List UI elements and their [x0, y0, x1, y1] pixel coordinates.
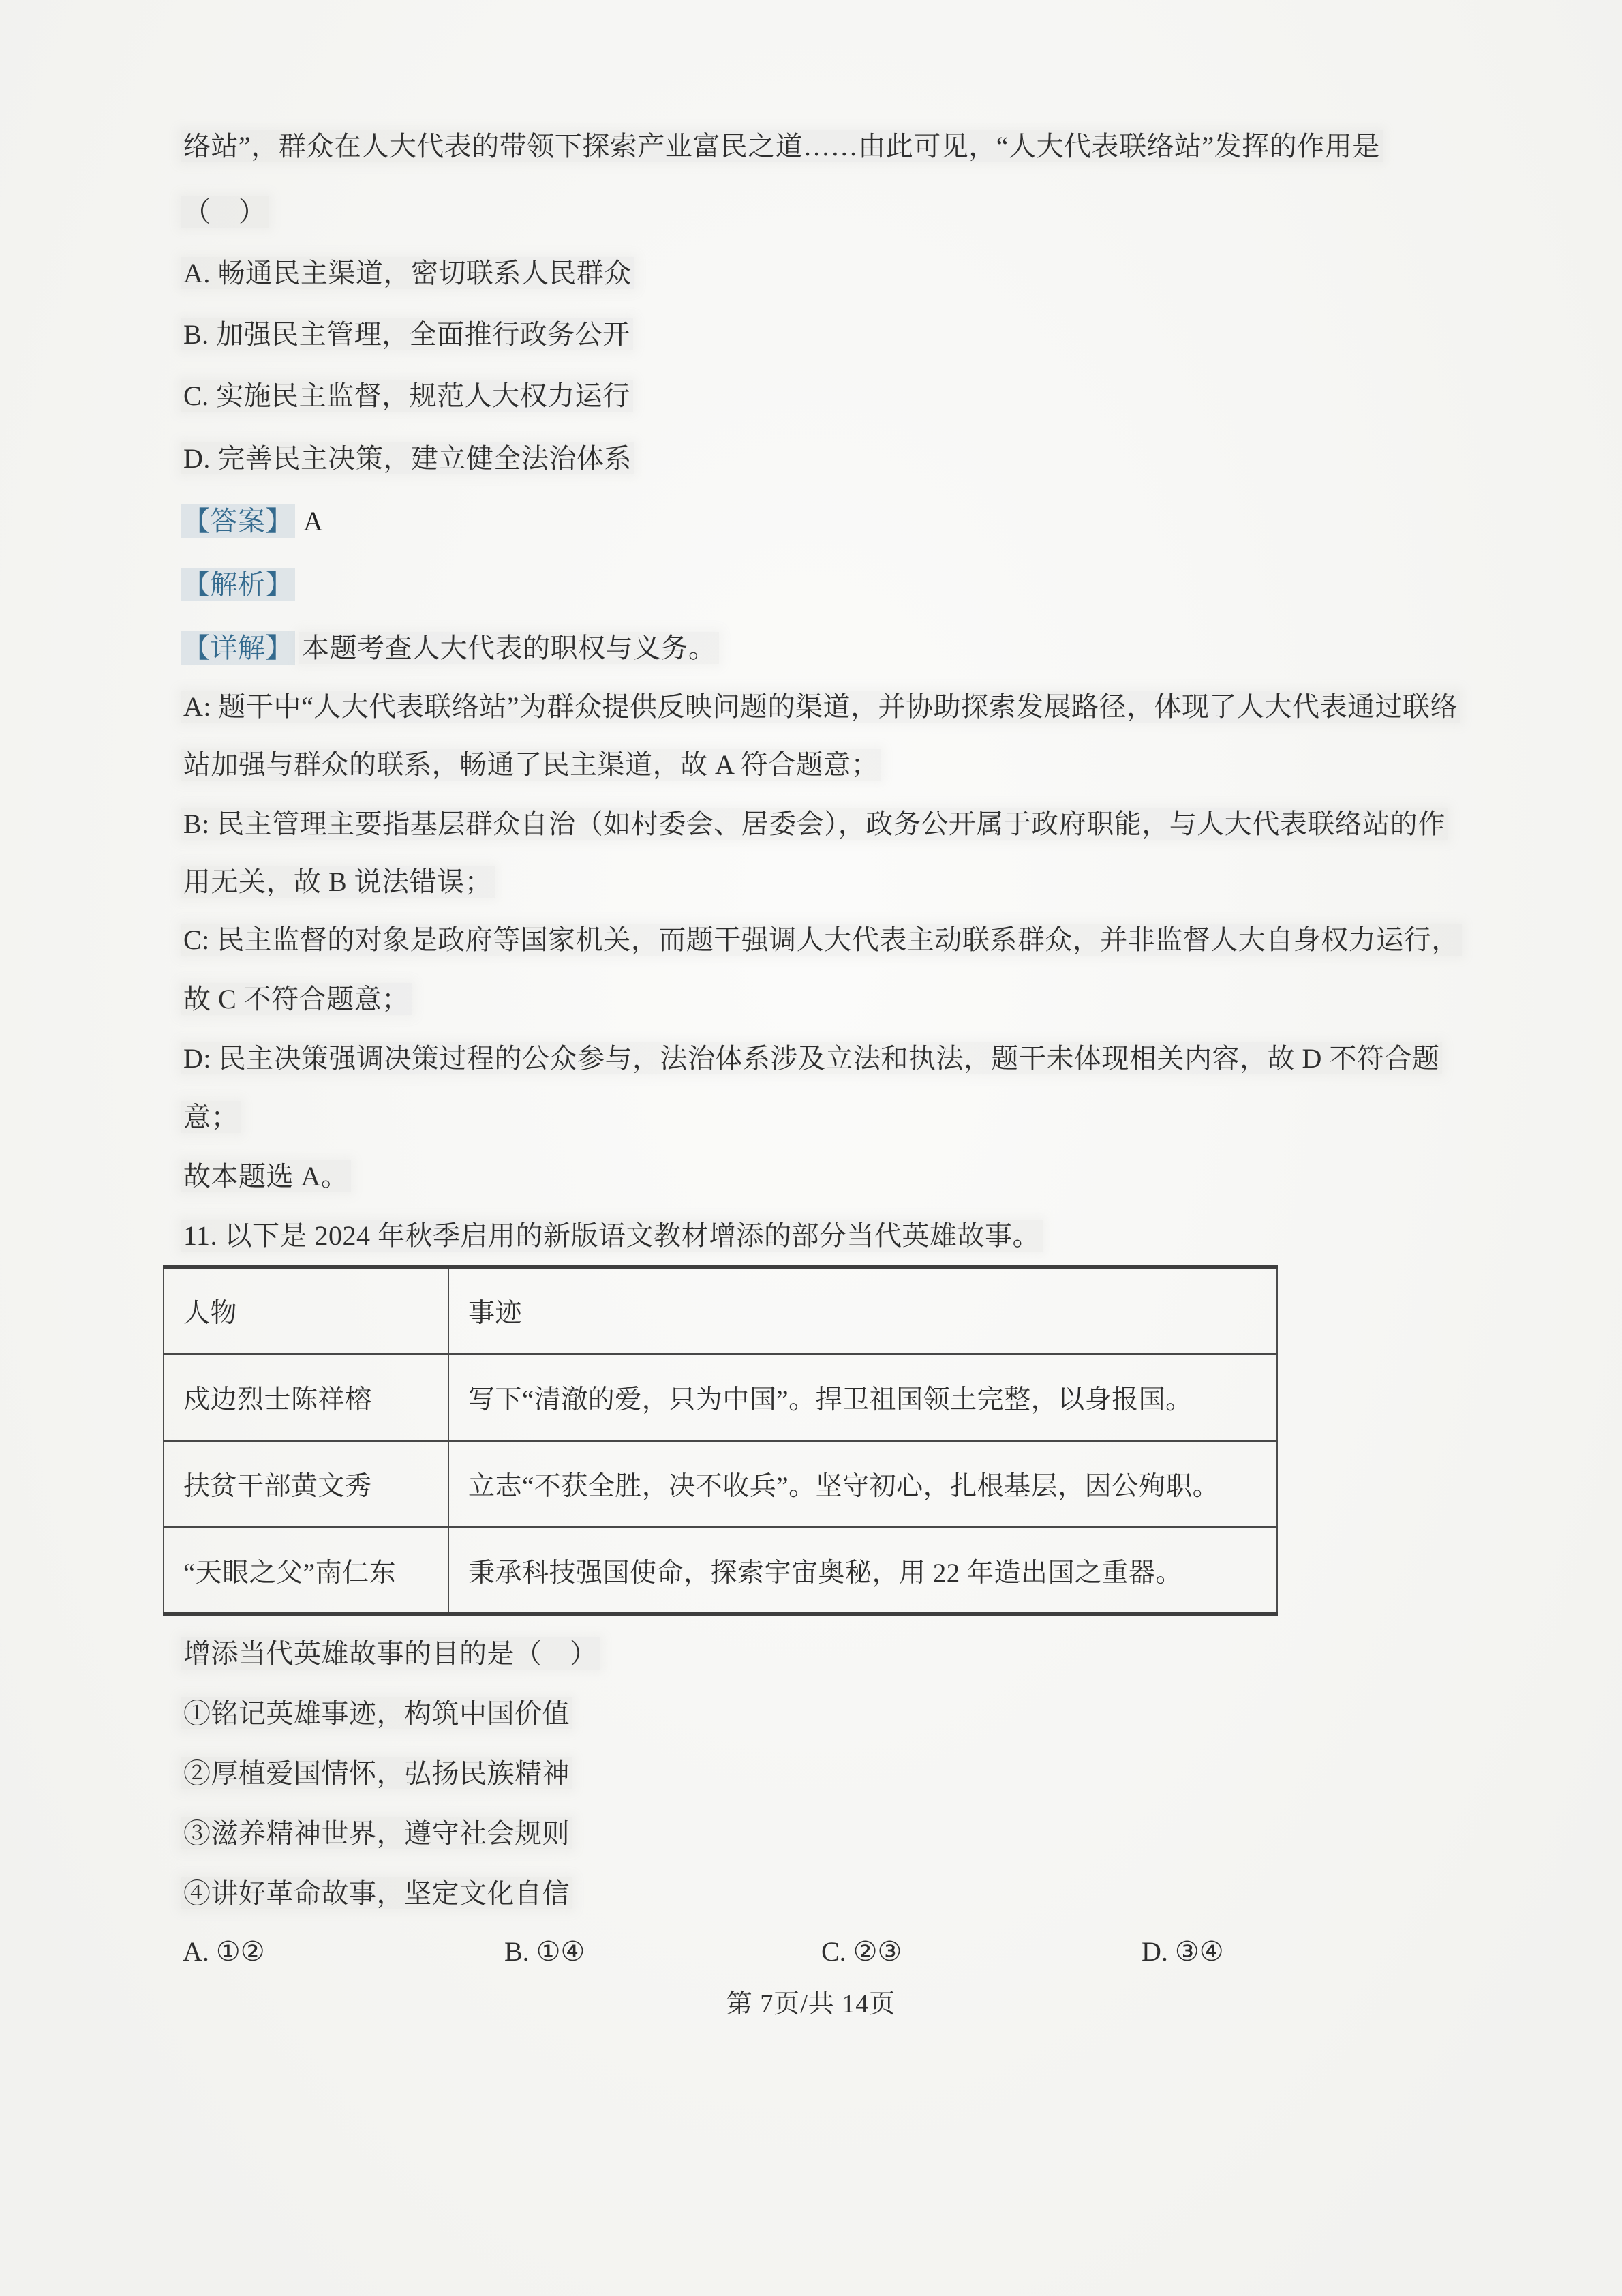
- option-a: [181, 256, 634, 290]
- option-d: [181, 442, 634, 476]
- explanation-c-line-2: [181, 982, 412, 1016]
- explanation-text: B: 民主管理主要指基层群众自治（如村委会、居委会），政务公开属于政府职能，与人大代表联络站的作: [181, 808, 1448, 840]
- question-11-intro: [181, 1219, 1043, 1253]
- choice-c: C. ②③: [821, 1936, 902, 1967]
- explanation-text: 站加强与群众的联系，畅通了民主渠道，故 A 符合题意；: [181, 749, 881, 781]
- answer-label: 【答案】: [181, 504, 295, 538]
- table-row: [164, 1528, 1277, 1614]
- statement-text: ②厚植爱国情怀，弘扬民族精神: [181, 1757, 572, 1789]
- table-row: [164, 1355, 1277, 1441]
- option-c: [181, 379, 633, 413]
- explanation-text: 意；: [181, 1101, 241, 1133]
- table-row: [164, 1441, 1277, 1528]
- question-11-intro-text: 11. 以下是 2024 年秋季启用的新版语文教材增添的部分当代英雄故事。: [181, 1220, 1043, 1252]
- answer-blank-parens: （ ）: [181, 196, 269, 228]
- choice-a: A. ①②: [183, 1936, 265, 1967]
- option-b: [181, 318, 633, 352]
- option-b-text: B. 加强民主管理，全面推行政务公开: [181, 318, 633, 350]
- statement-item-4: [181, 1877, 572, 1911]
- conclusion-line: [181, 1160, 351, 1194]
- explanation-b-line-2: [181, 865, 495, 899]
- answer-value: A: [303, 506, 324, 537]
- explanation-text: 故 C 不符合题意；: [181, 983, 412, 1015]
- explanation-text: 用无关，故 B 说法错误；: [181, 866, 495, 898]
- explanation-text: A: 题干中“人大代表联络站”为群众提供反映问题的渠道，并协助探索发展路径，体现了人大代表通过联络: [181, 691, 1460, 723]
- explanation-d-line-2: [181, 1100, 241, 1134]
- explanation-text: D: 民主决策强调决策过程的公众参与，法治体系涉及立法和执法，题干未体现相关内容，故 D 不符合题: [181, 1042, 1442, 1074]
- question-stem-line-1: [181, 130, 1383, 164]
- option-c-text: C. 实施民主监督，规范人大权力运行: [181, 380, 633, 412]
- choices-row: [0, 1935, 1622, 1976]
- table-cell-person: 扶贫干部黄文秀: [164, 1441, 448, 1528]
- statement-item-3: [181, 1817, 572, 1851]
- analysis-line: [181, 568, 295, 602]
- option-d-text: D. 完善民主决策，建立健全法治体系: [181, 442, 634, 474]
- explanation-a-line-1: [181, 690, 1460, 724]
- explanation-b-line-1: [181, 807, 1448, 841]
- table-header-deeds: 事迹: [448, 1267, 1277, 1355]
- table-cell-person: 戍边烈士陈祥榕: [164, 1355, 448, 1441]
- statement-item-2: [181, 1757, 572, 1791]
- statement-text: ①铭记英雄事迹，构筑中国价值: [181, 1697, 572, 1729]
- conclusion-text: 故本题选 A。: [181, 1160, 351, 1192]
- stem-text: 络站”，群众在人大代表的带领下探索产业富民之道……由此可见，“人大代表联络站”发挥的作用是: [181, 130, 1383, 162]
- statement-text: ④讲好革命故事，坚定文化自信: [181, 1877, 572, 1909]
- choice-b: B. ①④: [504, 1936, 585, 1967]
- page-footer: 第 7页/共 14页: [726, 1990, 896, 2019]
- table-cell-deeds: 立志“不获全胜，决不收兵”。坚守初心，扎根基层，因公殉职。: [448, 1441, 1277, 1528]
- statement-text: ③滋养精神世界，遵守社会规则: [181, 1817, 572, 1849]
- table-header-person: 人物: [164, 1267, 448, 1355]
- detail-label: 【详解】: [181, 631, 295, 665]
- detail-text: 本题考查人大代表的职权与义务。: [299, 632, 719, 664]
- statement-item-1: [181, 1697, 572, 1731]
- explanation-text: C: 民主监督的对象是政府等国家机关，而题干强调人大代表主动联系群众，并非监督人大自身权力运行，: [181, 924, 1462, 956]
- question-11-question: [181, 1637, 600, 1671]
- explanation-d-line-1: [181, 1042, 1442, 1076]
- table-cell-deeds: 秉承科技强国使命，探索宇宙奥秘，用 22 年造出国之重器。: [448, 1528, 1277, 1614]
- table-header-row: [164, 1267, 1277, 1355]
- heroes-table: [163, 1265, 1278, 1616]
- detail-line: [181, 631, 719, 665]
- choice-d: D. ③④: [1142, 1936, 1224, 1967]
- explanation-a-line-2: [181, 748, 881, 782]
- table-cell-person: “天眼之父”南仁东: [164, 1528, 448, 1614]
- explanation-c-line-1: [181, 923, 1462, 957]
- answer-line: [181, 504, 323, 539]
- option-a-text: A. 畅通民主渠道，密切联系人民群众: [181, 257, 634, 289]
- question-stem-line-2: [181, 195, 269, 229]
- question-11-question-text: 增添当代英雄故事的目的是（ ）: [181, 1637, 600, 1670]
- analysis-label: 【解析】: [181, 568, 295, 601]
- table-cell-deeds: 写下“清澈的爱，只为中国”。捍卫祖国领土完整，以身报国。: [448, 1355, 1277, 1441]
